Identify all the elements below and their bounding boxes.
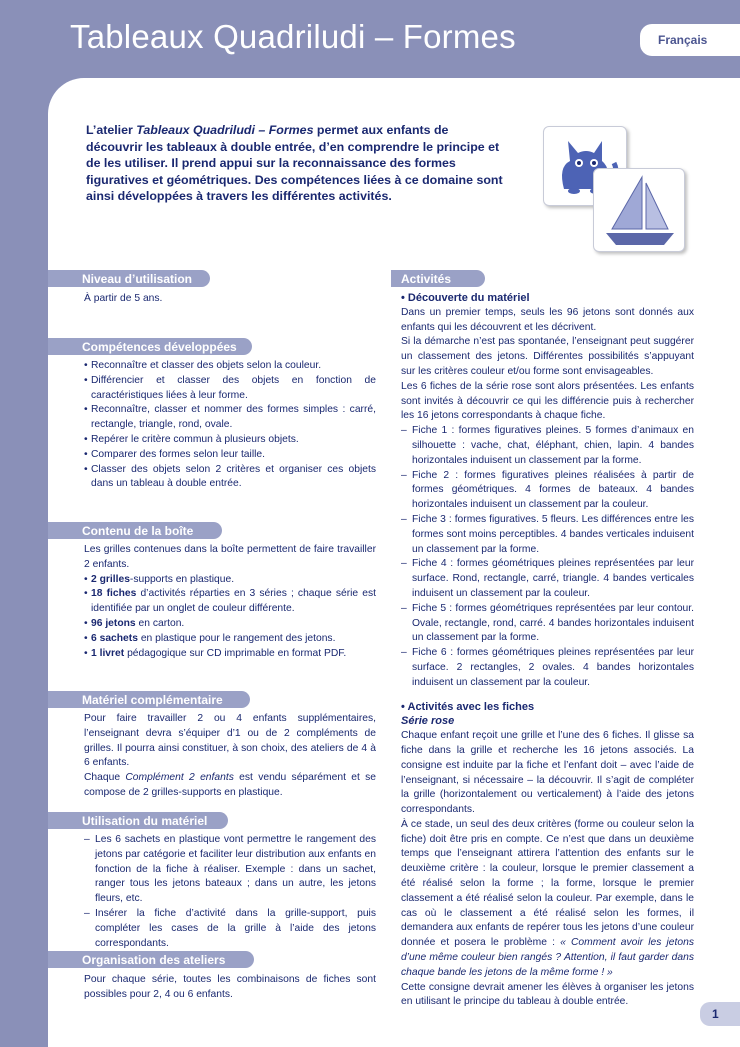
niveau-body [84, 292, 376, 307]
list-item: – Insérer la fiche d’activité dans la grille-support, puis compléter les cases de la grille à l’aide des jetons correspondants. [84, 907, 376, 951]
serie-para: Chaque enfant reçoit une grille et l’une des 6 fiches. Il glisse sa fiche dans la grille et recherche les 16 jetons associés. La consigne est induite par la fiche et l’enfant doit – avec l’aide de l’enseignant, si nécessaire – la découvrir. Il s’agit de compléter la grille (horizontalement ou verticalement) à l’aide des jetons correspondants. [401, 730, 694, 816]
serie-para: Cette consigne devrait amener les élèves à organiser les jetons en utilisant le principe du tableau à double entrée. [401, 981, 694, 1008]
list-item: • Classer des objets selon 2 critères et organiser ces objets dans un tableau à double entrée. [84, 463, 376, 493]
list-item: • Reconnaître et classer des objets selon la couleur. [84, 359, 376, 374]
organisation-text: Pour chaque série, toutes les combinaisons de fiches sont possibles pour 2, 4 ou 6 enfants. [84, 974, 376, 1000]
list-item: • 6 sachets en plastique pour le rangement des jetons. [84, 632, 376, 647]
serie-para-2: À ce stade, un seul des deux critères (forme ou couleur selon la fiche) doit être pris en compte. Ce n’est que dans un deuxième temps que l’enseignant attirera l’attention des enfants sur le deuxième critère : la couleur, lorsque le premier classement a été réalisé selon la forme ; la forme, lorsque le premier classement a été réalisé selon la couleur. Par exemple, dans le cas où le classement a été réalisé selon les formes, il demandera aux enfants de repérer tous les jetons d’une couleur donnée et posera le problème : « Comment avoir les jetons d’une même couleur bien rangés ? Attention, il faut garder dans chaque bande les jetons de la même forme ! » [401, 818, 694, 978]
language-tab[interactable]: Français [640, 24, 740, 56]
list-item: • Repérer le critère commun à plusieurs objets. [84, 433, 376, 448]
avec-fiches-title: • Activités avec les fiches [401, 700, 535, 713]
list-item: • 18 fiches d’activités réparties en 3 séries ; chaque série est identifiée par un onglet de couleur différente. [84, 587, 376, 617]
utilisation-body [84, 833, 376, 951]
activites-body [401, 291, 694, 1010]
section-header-materiel: Matériel complémentaire [48, 691, 250, 708]
intro-text: permet aux enfants de découvrir les tableaux à double entrée, d’en comprendre le principe et de les utiliser. Il prend appui sur la reconnaissance des formes figuratives et géométriques. Des compétences liées à ce domaine sont ainsi développées à travers les différentes activités. [86, 123, 503, 204]
materiel-text: Pour faire travailler 2 ou 4 enfants supplémentaires, l’enseignant devra s’équiper d’1 ou de 2 compléments de grilles. Il pourra ainsi constituer, à son choix, des ateliers de 4 à 6 enfants. [84, 713, 376, 769]
section-header-competences: Compétences développées [48, 338, 252, 355]
fiche-item: – Fiche 4 : formes géométriques pleines représentées par leur surface. Rond, rectangle, carré, triangle. 4 bandes verticales induisent un classement par la couleur. [401, 557, 694, 601]
intro-paragraph [86, 122, 506, 205]
decouverte-para: Les 6 fiches de la série rose sont alors présentées. Les enfants sont invités à découvrir ce qui les différencie puis à rechercher les 16 jetons correspondants à chaque fiche. [401, 380, 694, 422]
organisation-body [84, 973, 376, 1003]
list-item: – Les 6 sachets en plastique vont permettre le rangement des jetons par catégorie et faciliter leur distribution aux enfants en fonction de la fiche à réaliser. Exemple : dans un sachet, ranger tous les jetons bateaux ; dans un autre, les jetons fleurs, etc. [84, 833, 376, 907]
list-item: • Reconnaître, classer et nommer des formes simples : carré, rectangle, triangle, rond, ovale. [84, 403, 376, 433]
fiche-item: – Fiche 6 : formes géométriques pleines représentées par leur surface. 2 rectangles, 2 ovales. 4 bandes horizontales induisent un classement par la couleur. [401, 646, 694, 690]
list-item: • 2 grilles-supports en plastique. [84, 573, 376, 588]
decouverte-para: Si la démarche n’est pas spontanée, l’enseignant peut suggérer un classement des jetons. Différentes possibilités s’appuyant sur les critères couleur et/ou forme sont envisageables. [401, 336, 694, 377]
list-item: • 96 jetons en carton. [84, 617, 376, 632]
fiche-item: – Fiche 3 : formes figuratives. 5 fleurs. Les différences entre les formes sont moins perceptibles. 4 bandes verticales induisent un classement par la forme. [401, 513, 694, 557]
section-header-activites: Activités [391, 270, 485, 287]
decouverte-title: • Découverte du matériel [401, 292, 530, 304]
decouverte-para: Dans un premier temps, seuls les 96 jetons sont donnés aux enfants qui les découvrent et les décrivent. [401, 306, 694, 333]
niveau-text: À partir de 5 ans. [84, 293, 163, 304]
list-item: • Comparer des formes selon leur taille. [84, 448, 376, 463]
contenu-body [84, 543, 376, 661]
intro-prefix: L’atelier [86, 123, 137, 137]
contenu-intro: Les grilles contenues dans la boîte permettent de faire travailler 2 enfants. [84, 544, 376, 570]
fiche-item: – Fiche 1 : formes figuratives pleines. 5 formes d’animaux en silhouette : vache, chat, éléphant, chien, lapin. 4 bandes horizontales induisent un classement par la forme. [401, 424, 694, 468]
competences-body [84, 359, 376, 492]
materiel-body [84, 712, 376, 801]
section-header-contenu: Contenu de la boîte [48, 522, 222, 539]
intro-title: Tableaux Quadriludi – Formes [136, 123, 314, 137]
fiche-item: – Fiche 5 : formes géométriques représentées par leur contour. Ovale, rectangle, rond, carré. 4 bandes horizontales induisent un classement par la forme. [401, 602, 694, 646]
boat-card [593, 168, 685, 252]
section-header-niveau: Niveau d’utilisation [48, 270, 210, 287]
page-title: Tableaux Quadriludi – Formes [70, 18, 516, 55]
page-number: 1 [700, 1002, 740, 1026]
fiche-item: – Fiche 2 : formes figuratives pleines réalisées à partir de formes géométriques. 4 formes de bateaux. 4 bandes horizontales induisent un classement par la couleur. [401, 469, 694, 513]
section-header-organisation: Organisation des ateliers [48, 951, 254, 968]
materiel-text-2: Chaque Complément 2 enfants est vendu séparément et se compose de 2 grilles-supports en plastique. [84, 772, 376, 798]
serie-rose-title: Série rose [401, 715, 455, 728]
list-item: • Différencier et classer des objets en fonction de caractéristiques liées à leur forme. [84, 374, 376, 404]
list-item: • 1 livret pédagogique sur CD imprimable en format PDF. [84, 647, 376, 662]
sailboat-icon [594, 169, 686, 253]
section-header-utilisation: Utilisation du matériel [48, 812, 228, 829]
